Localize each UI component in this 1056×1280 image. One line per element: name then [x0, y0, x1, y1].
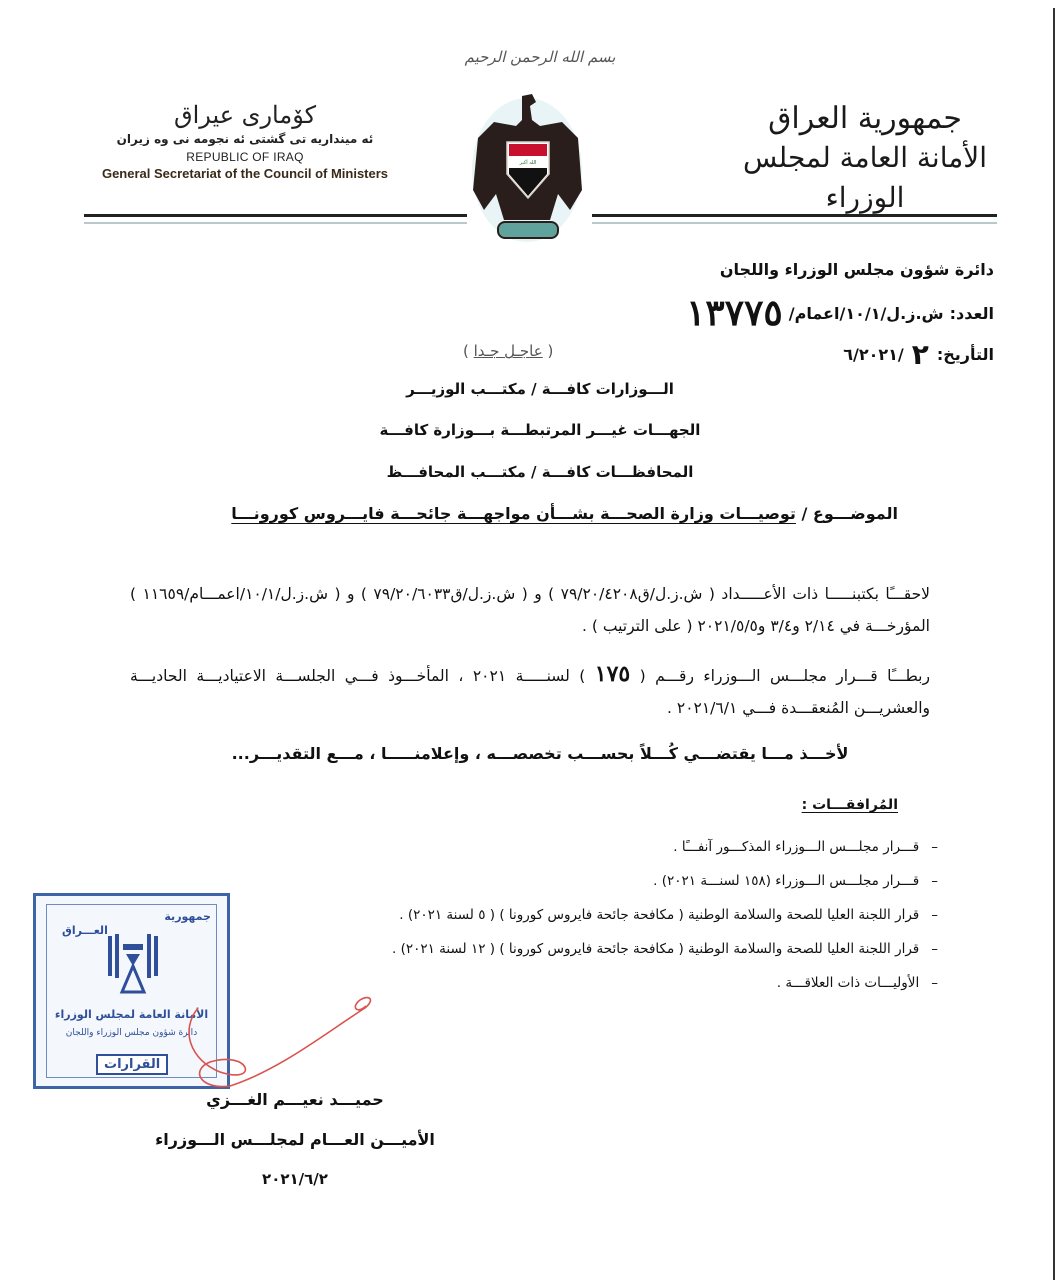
department-name: دائرة شؤون مجلس الوزراء واللجان	[719, 260, 994, 279]
signer-name: حميـــد نعيـــم الغـــزي	[206, 1090, 384, 1109]
header-rule-right	[592, 214, 997, 217]
header-rule-right-accent	[592, 222, 997, 224]
english-office: General Secretariat of the Council of Ministers	[101, 166, 389, 181]
stamp-line-republic: جمهورية	[164, 910, 211, 923]
arabic-country: جمهورية العراق	[768, 101, 962, 136]
signature-stroke	[189, 998, 370, 1087]
urgency-paren-open: (	[547, 342, 554, 360]
stamp-line-department: دائرة شؤون مجلس الوزراء واللجان	[65, 1028, 198, 1038]
attachment-item: – قـــرار مجلـــس الـــوزراء المذكـــور آنفـــًا .	[238, 830, 938, 864]
addressee-unaffiliated-entities: الجهـــات غيـــر المرتبطـــة بـــوزارة كافـــة	[379, 421, 701, 439]
header-left	[70, 100, 420, 181]
date-rest: /٦/٢٠٢١	[843, 345, 904, 364]
arabic-office: الأمانة العامة لمجلس الوزراء	[742, 141, 987, 214]
attachment-item: – قرار اللجنة العليا للصحة والسلامة الوطنية ( مكافحة جائحة فايروس كورونا ) ( ١٢ لسنة ٢٠٢١) .	[238, 932, 938, 966]
addressee-ministries: الـــوزارات كافـــة / مكتـــب الوزيـــر	[406, 380, 674, 398]
paragraph2-after: ) لسنـــــة ٢٠٢١ ، المأخـــوذ فـــي الجلســـة الاعتياديـــة الحاديـــة والعشريـــن المُنعقـــدة فـــي ٢٠٢١/٦/١ .	[130, 667, 930, 717]
reference-number	[686, 292, 994, 334]
basmala: بسم الله الرحمن الرحيم	[464, 48, 616, 66]
urgency-text: عاجـل جـدا	[473, 342, 543, 360]
addressee-governorates: المحافظـــات كافـــة / مكتـــب المحافـــظ	[386, 463, 694, 481]
number-label: العدد:	[949, 303, 994, 323]
header-rule-left-accent	[84, 222, 467, 224]
kurdish-title: كۆماری عیراق	[173, 101, 317, 129]
body-paragraph-1: لاحقـــًا بكتبنـــــا ذات الأعـــــداد ( ش.ز.ل/ق٧٩/٢٠/٤٢٠٨ ) و ( ش.ز.ل/ق٧٩/٢٠/٦٠٣٣ ) و ( ش.ز.ل/١٠/١/اعمـــام/١١٦٥٩ ) المؤرخـــة في ٢/١٤ و٣/٤ و٢٠٢١/٥/٥ ( على الترتيب ) .	[130, 585, 930, 635]
shield-inscription: الله أكبر	[519, 160, 537, 166]
subject-line	[231, 504, 898, 523]
kurdish-subtitle: ئه مینداریه تی گشتی ئه نجومه نی وه زیران	[116, 132, 374, 146]
stamp-line-iraq: العـــراق	[62, 924, 108, 937]
urgency-paren-close: )	[463, 342, 469, 360]
header-right	[700, 100, 1030, 218]
attachments-list	[238, 830, 938, 1000]
decision-number: ١٧٥	[594, 661, 631, 686]
date-handwritten-day: ٢	[911, 338, 929, 371]
header-rule-left	[84, 214, 467, 217]
attachments-title-text: المُرافقـــات :	[801, 797, 898, 813]
iraq-eagle-emblem-icon	[470, 90, 585, 245]
stamp-line-decisions: القرارات	[96, 1054, 168, 1075]
closing-line: لأخـــذ مـــا يقتضـــي كُـــلاً بحســـب تخصصـــه ، وإعلامنـــــا ، مـــع التقديـــر...	[231, 744, 849, 763]
body-paragraph-2	[130, 658, 930, 724]
urgency-label	[463, 342, 553, 360]
date-label: التأريخ:	[936, 345, 994, 364]
attachments-title	[802, 797, 898, 813]
stamp-line-secretariat: الأمانة العامة لمجلس الوزراء	[54, 1008, 209, 1021]
shield-red-stripe	[509, 144, 547, 156]
signature-date: ٢٠٢١/٦/٢	[262, 1170, 328, 1188]
emblem-banner	[498, 222, 558, 238]
english-country: REPUBLIC OF IRAQ	[186, 150, 304, 164]
stamp-eagle-icon	[104, 930, 162, 1000]
number-prefix: ش.ز.ل/١٠/١/اعمام/	[788, 303, 944, 323]
number-handwritten: ١٣٧٧٥	[686, 292, 783, 333]
attachment-item: – الأوليـــات ذات العلاقـــة .	[238, 966, 938, 1000]
signer-title: الأميـــن العـــام لمجلـــس الـــوزراء	[155, 1130, 435, 1149]
paragraph2-before: ربطـــًا قـــرار مجلـــس الـــوزراء رقـــم (	[639, 667, 930, 685]
page-edge	[1053, 8, 1055, 1280]
subject-text: توصيـــات وزارة الصحـــة بشـــأن مواجهـــة جائحـــة فايـــروس كورونـــا	[231, 504, 796, 523]
subject-label: الموضـــوع /	[795, 504, 898, 523]
attachment-item: – قـــرار مجلـــس الـــوزراء (١٥٨ لسنـــة ٢٠٢١) .	[238, 864, 938, 898]
reference-date	[843, 338, 994, 371]
handwritten-signature-icon	[170, 990, 390, 1100]
attachment-item: – قرار اللجنة العليا للصحة والسلامة الوطنية ( مكافحة جائحة فايروس كورونا ) ( ٥ لسنة ٢٠٢١) .	[238, 898, 938, 932]
